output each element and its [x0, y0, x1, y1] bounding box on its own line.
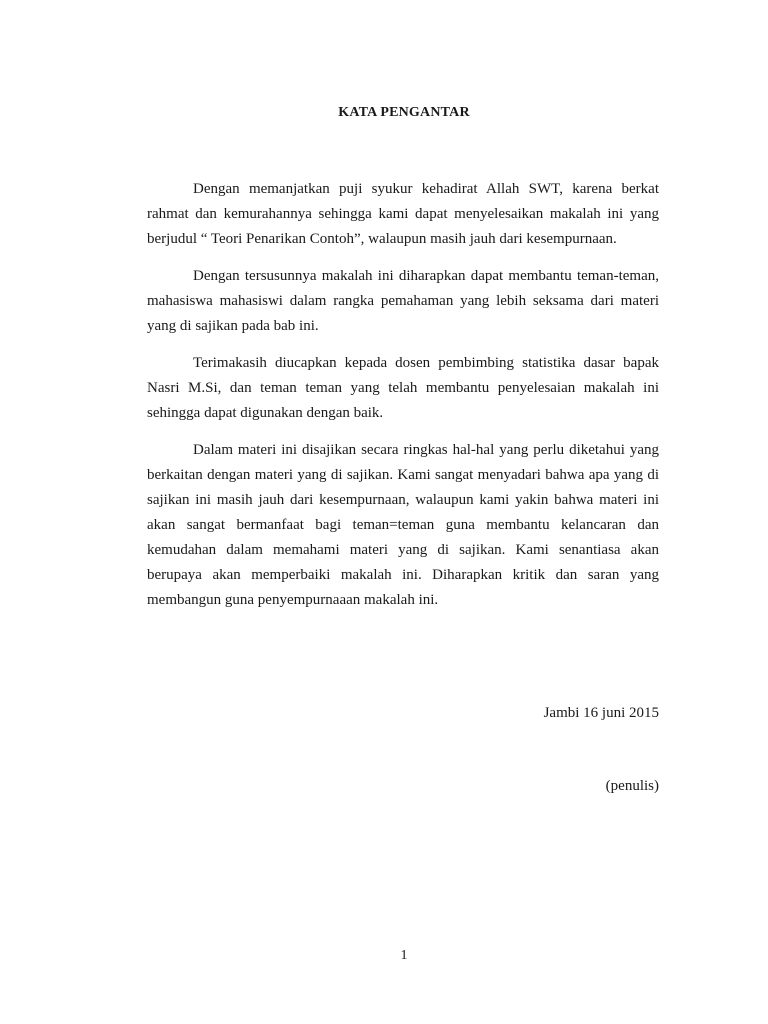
paragraph-2: Dengan tersusunnya makalah ini diharapkan dapat membantu teman-teman, mahasiswa mahasiswi dalam rangka pemahaman yang lebih seksama dari materi yang di sajikan pada bab ini.	[147, 268, 659, 334]
place-date: Jambi 16 juni 2015	[543, 705, 659, 721]
paragraph-4: Dalam materi ini disajikan secara ringkas hal-hal yang perlu diketahui yang berkaitan dengan materi yang di sajikan. Kami sangat menyadari bahwa apa yang di sajikan ini masih jauh dari kesempurnaan, walaupun kami yakin bahwa materi ini akan sangat bermanfaat bagi teman=teman guna membantu kelancaran dan kemudahan dalam memahami materi yang di sajikan. Kami senantiasa akan berupaya akan memperbaiki makalah ini. Diharapkan kritik dan saran yang membangun guna penyempurnaaan makalah ini.	[147, 442, 659, 608]
paragraph-1: Dengan memanjatkan puji syukur kehadirat Allah SWT, karena berkat rahmat dan kemurahannya sehingga kami dapat menyelesaikan makalah ini yang berjudul “ Teori Penarikan Contoh”, walaupun masih jauh dari kesempurnaan.	[147, 181, 659, 247]
paragraph-3: Terimakasih diucapkan kepada dosen pembimbing statistika dasar bapak Nasri M.Si, dan teman teman yang telah membantu penyelesaian makalah ini sehingga dapat digunakan dengan baik.	[147, 355, 659, 421]
document-body	[147, 177, 659, 625]
page-number: 1	[400, 948, 408, 963]
page-title: KATA PENGANTAR	[338, 105, 470, 120]
author-signature: (penulis)	[605, 778, 659, 794]
